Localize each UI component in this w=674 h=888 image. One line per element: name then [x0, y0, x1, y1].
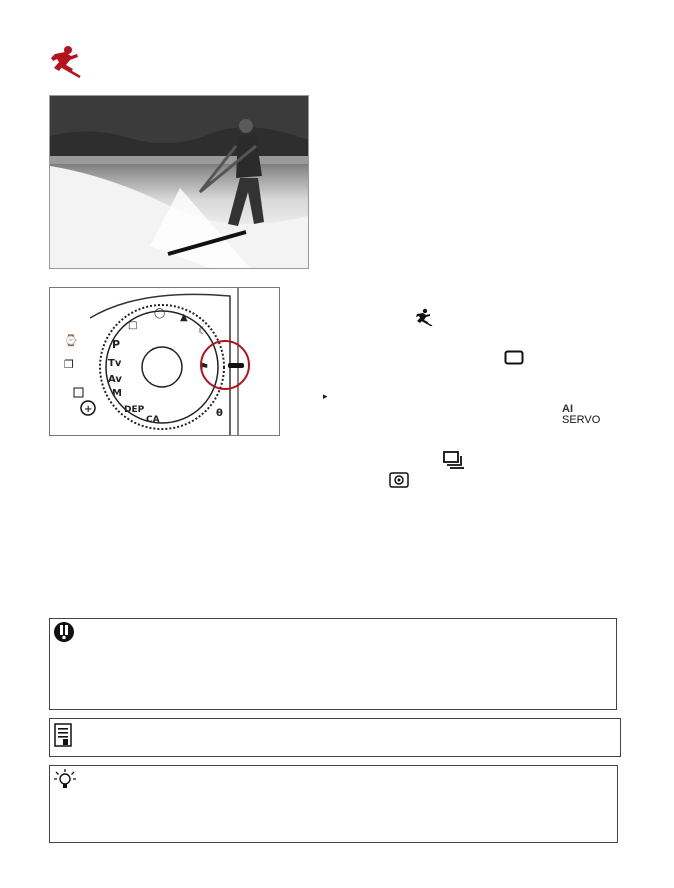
- continuous-shooting-icon: [443, 451, 465, 469]
- mode-dial-illustration: [49, 287, 280, 436]
- svg-text:CA: CA: [146, 415, 160, 425]
- svg-text:Av: Av: [108, 374, 122, 385]
- sports-mode-icon: [47, 44, 83, 78]
- svg-text:□: □: [128, 320, 138, 331]
- caution-box: [49, 618, 617, 710]
- svg-text:◯: ◯: [154, 308, 166, 319]
- single-shooting-icon: [504, 350, 524, 365]
- caution-icon: [53, 621, 75, 643]
- svg-text:⌚: ⌚: [64, 334, 78, 347]
- ai-servo-top: AI: [562, 403, 573, 415]
- water-skier-photo: [49, 95, 309, 269]
- reference-box: [49, 718, 621, 757]
- reference-icon: [54, 723, 72, 747]
- svg-text:❐: ❐: [64, 358, 74, 371]
- svg-text:Tv: Tv: [108, 358, 122, 369]
- sports-mode-icon: [413, 308, 433, 326]
- evaluative-metering-icon: [389, 472, 409, 488]
- svg-text:M: M: [112, 388, 122, 399]
- tip-icon: [53, 768, 77, 792]
- tip-box: [49, 765, 618, 843]
- svg-text:DEP: DEP: [124, 405, 145, 415]
- svg-text:☾: ☾: [198, 326, 207, 337]
- svg-text:+: +: [84, 404, 93, 415]
- ai-servo-bottom: SERVO: [562, 414, 601, 426]
- svg-text:▲: ▲: [180, 312, 188, 323]
- svg-text:P: P: [112, 338, 121, 351]
- svg-text:θ: θ: [216, 408, 223, 419]
- svg-text:⚑: ⚑: [200, 362, 209, 373]
- ai-servo-icon: [562, 404, 602, 428]
- bullet-marker: ▸: [323, 392, 328, 402]
